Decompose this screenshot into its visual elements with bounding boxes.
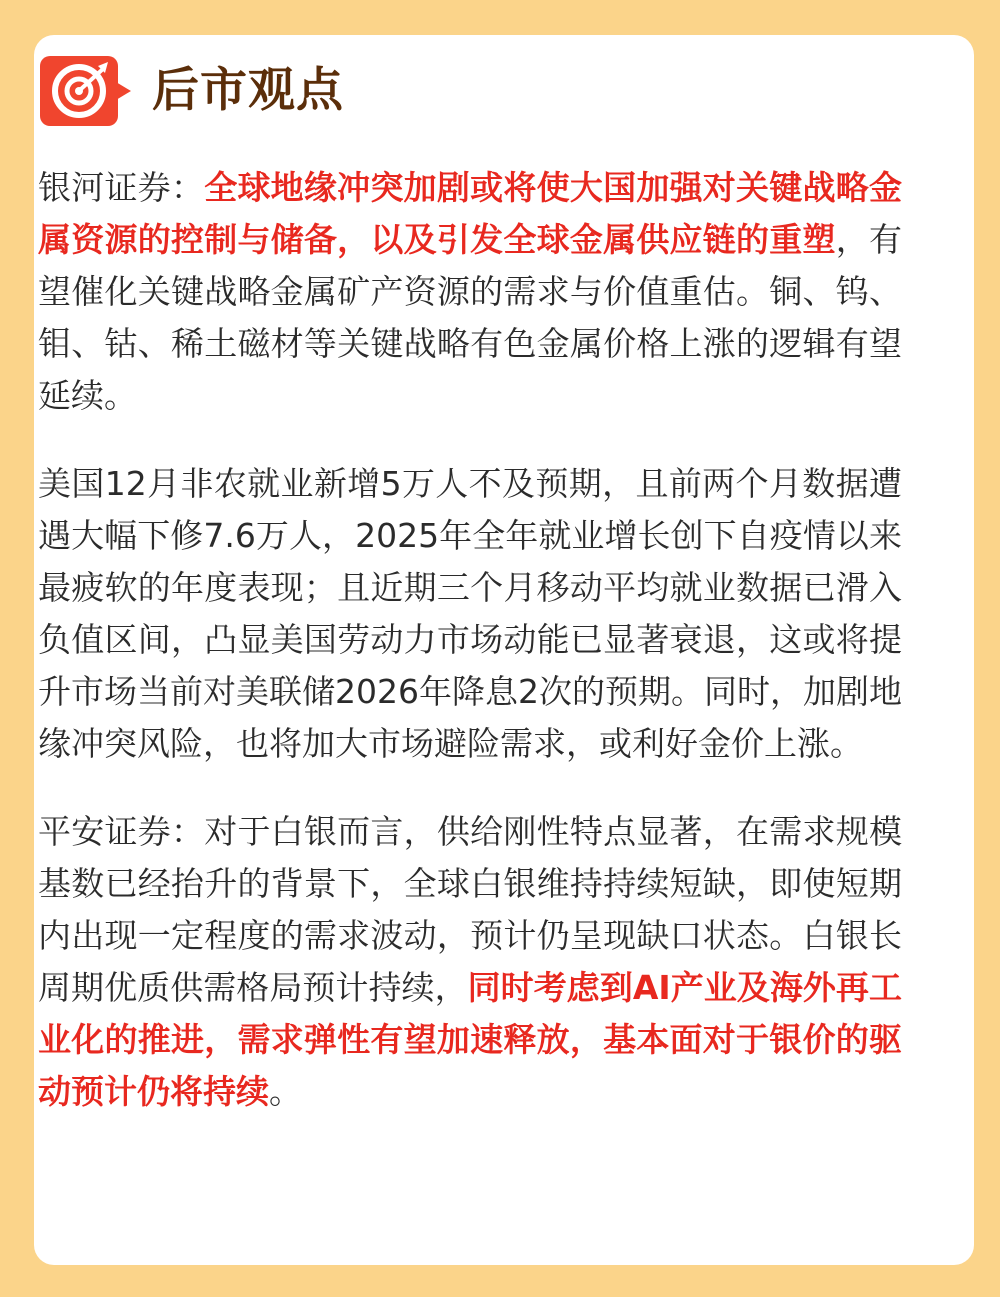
- page-title: 后市观点: [152, 63, 344, 118]
- source-label: 银河证券：: [38, 168, 205, 207]
- paragraph-yinhe: [38, 162, 902, 422]
- paragraph-us-jobs: [38, 458, 902, 770]
- paragraph-pingan: [38, 806, 902, 1118]
- section-header: [38, 54, 344, 128]
- highlight-text: 全球地缘冲突加剧或将使大国加强对关键战略金属资源的控制与储备，以及引发全球金属供应链的重塑: [38, 168, 903, 259]
- target-icon: [38, 54, 132, 128]
- body-text: 美国12月非农就业新增5万人不及预期，且前两个月数据遭遇大幅下修7.6万人，2025年全年就业增长创下自疫情以来最疲软的年度表现；且近期三个月移动平均就业数据已滑入负值区间，凸显美国劳动力市场动能已显著衰退，这或将提升市场当前对美联储2026年降息2次的预期。同时，加剧地缘冲突风险，也将加大市场避险需求，或利好金价上涨。: [38, 464, 902, 763]
- article-body: [38, 162, 902, 1154]
- body-text: 平安证券：对于白银而言，供给刚性特点显著，在需求规模基数已经抬升的背景下，全球白银维持持续短缺，即使短期内出现一定程度的需求波动，预计仍呈现缺口状态。白银长周期优质供需格局预计持续，: [38, 812, 902, 1007]
- body-text-end: 。: [269, 1072, 302, 1111]
- highlight-text: 同时考虑到AI产业及海外再工业化的推进，需求弹性有望加速释放，基本面对于银价的驱动预计仍将持续: [38, 968, 902, 1111]
- body-text: ，有望催化关键战略金属矿产资源的需求与价值重估。铜、钨、钼、钴、稀土磁材等关键战略有色金属价格上涨的逻辑有望延续。: [38, 220, 903, 415]
